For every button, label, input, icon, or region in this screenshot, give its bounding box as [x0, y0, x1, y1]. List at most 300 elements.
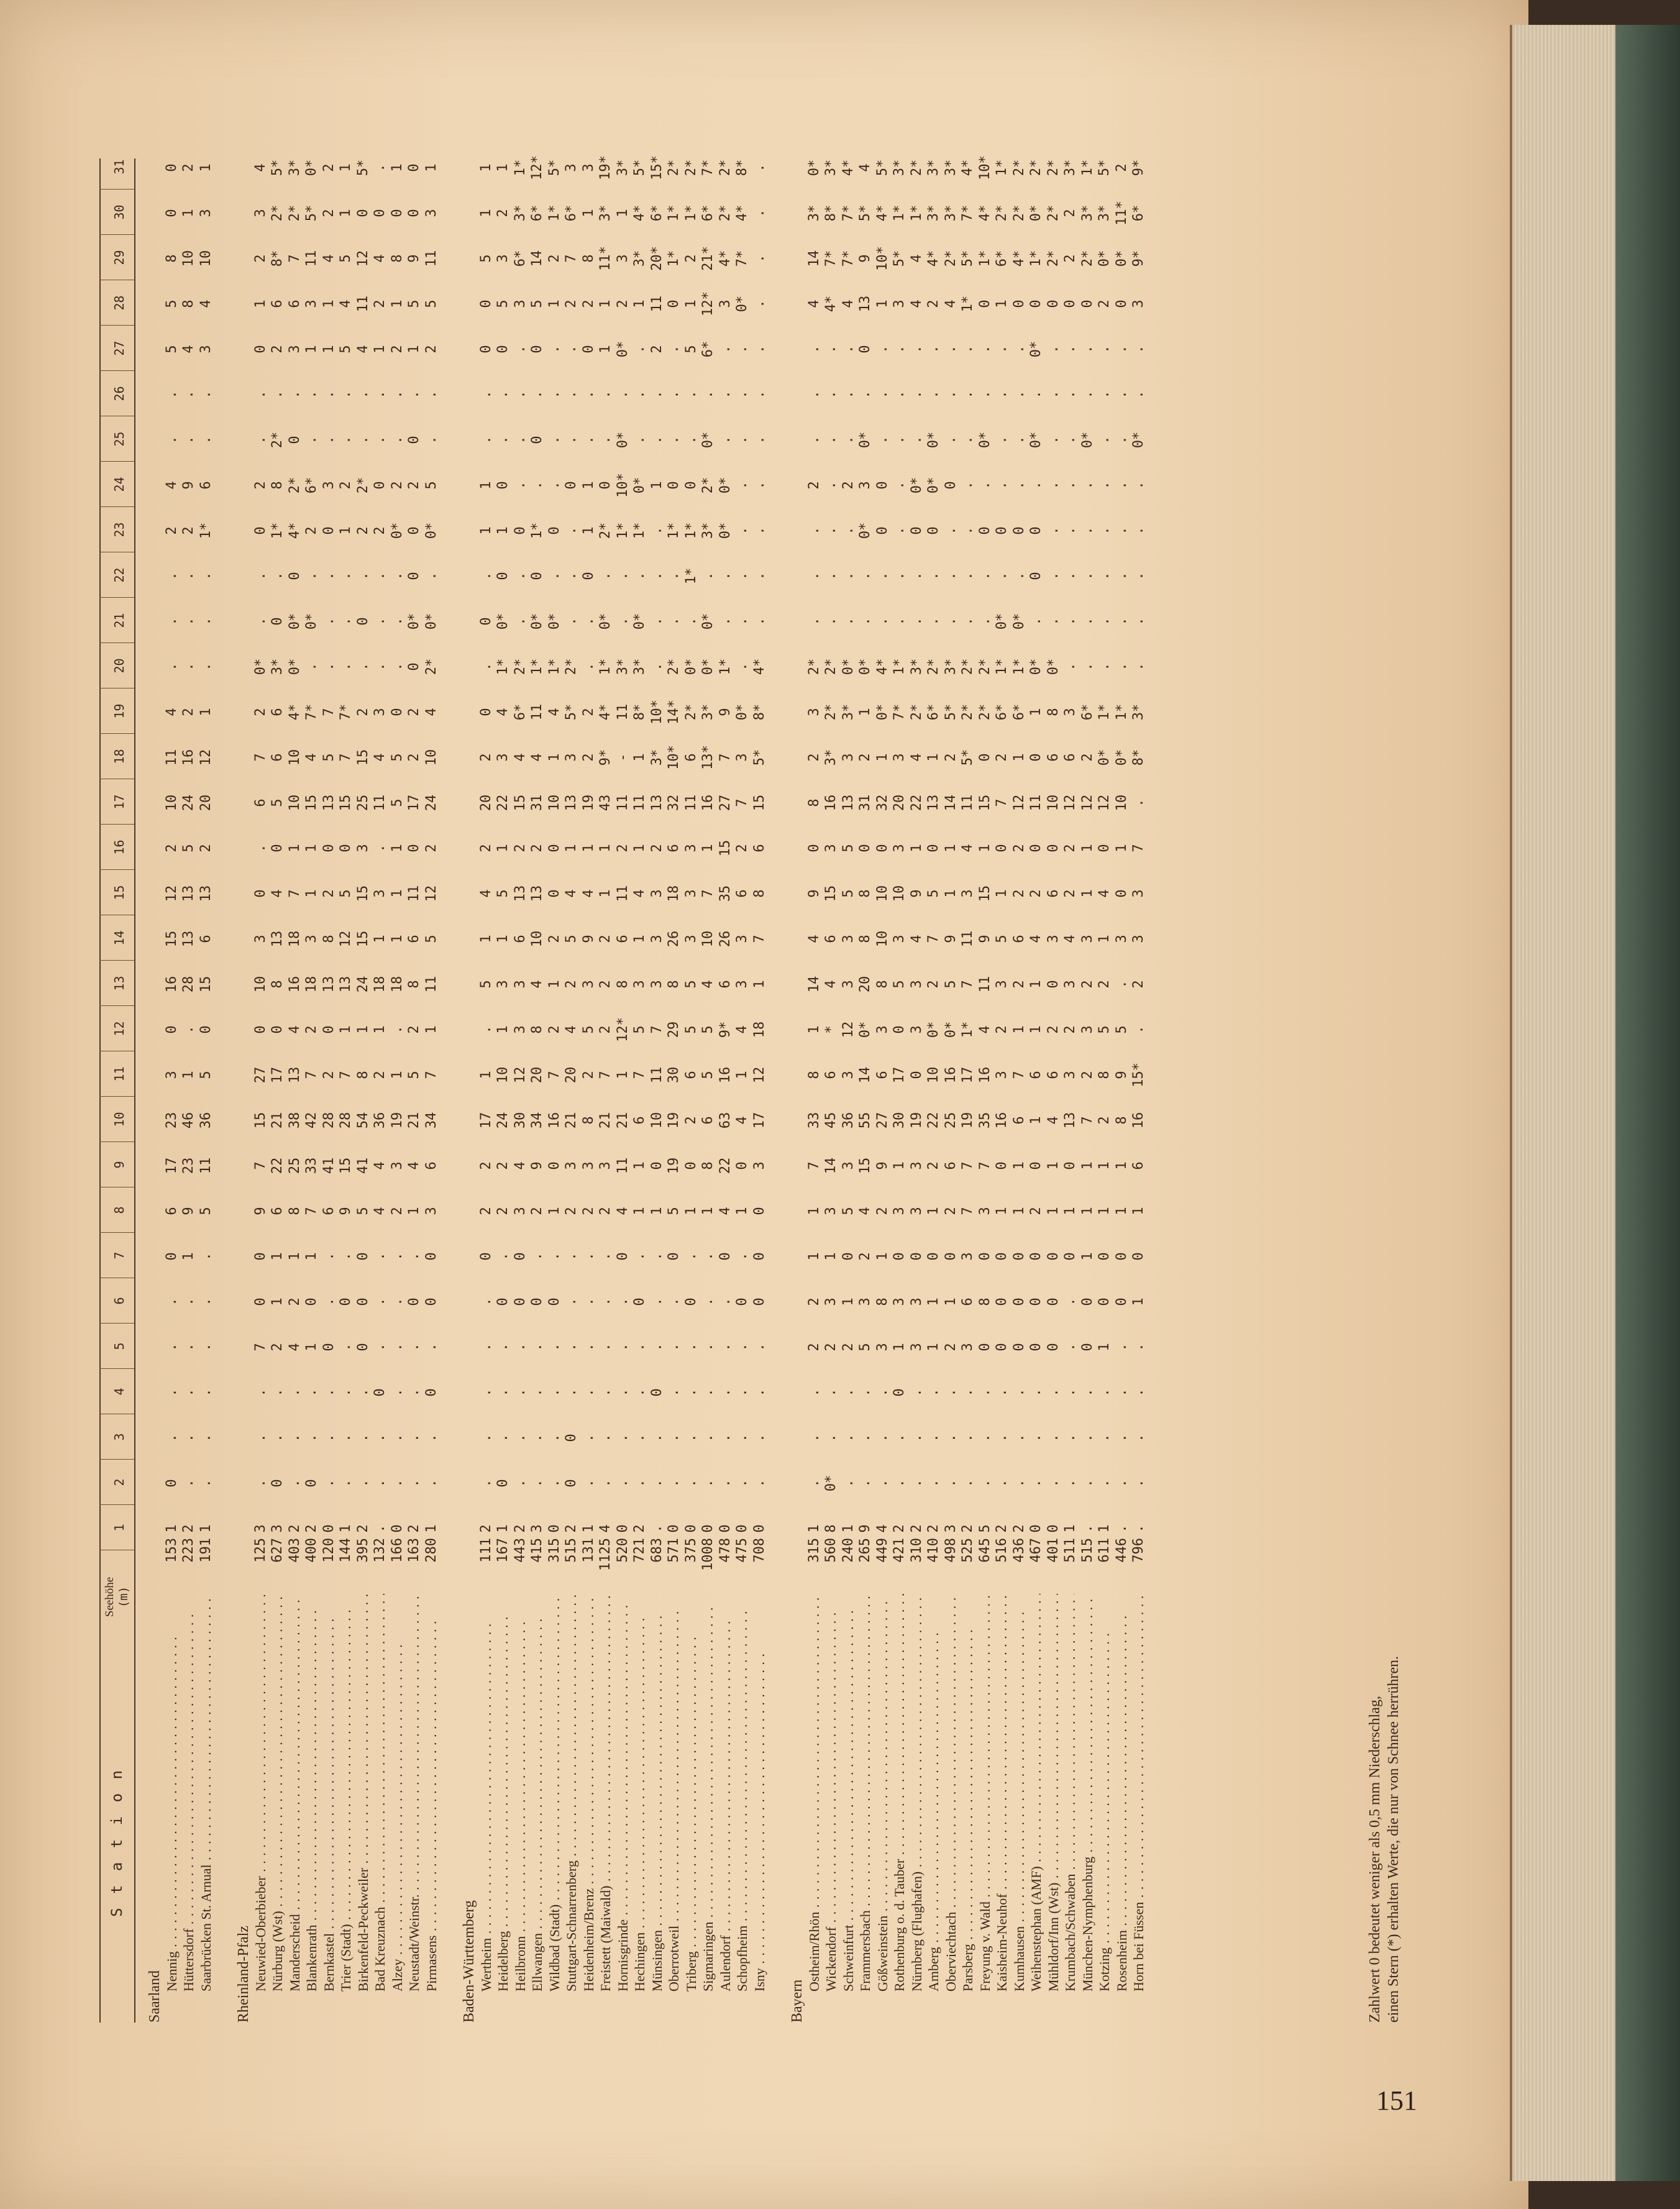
precip-value: 5: [857, 1343, 873, 1351]
precip-value: 10: [286, 749, 303, 766]
precip-value: 13*: [700, 745, 716, 770]
precip-value: 0*: [943, 1021, 959, 1038]
precip-value: 2: [1011, 889, 1027, 898]
precip-value: .: [372, 163, 388, 172]
precip-value: 3: [198, 345, 214, 354]
precip-value: 6: [1062, 753, 1078, 762]
precip-value: 0*: [1097, 749, 1112, 766]
column-divider: [99, 1005, 134, 1006]
precip-value: 12: [840, 1021, 856, 1038]
precip-value: .: [751, 617, 767, 626]
precip-value: 2*: [960, 703, 975, 721]
precip-value: 5*: [632, 159, 647, 176]
precip-value: 3: [423, 209, 439, 217]
precip-value: 3: [994, 1071, 1010, 1079]
precip-value: .: [892, 436, 907, 444]
precip-value: .: [478, 1434, 494, 1442]
precip-value: 4: [943, 300, 959, 308]
station-name: Horn bei Füssen . . .: [1131, 1594, 1147, 1992]
precip-value: 0: [321, 1025, 337, 1034]
precip-value: 9: [717, 708, 733, 716]
precip-value: 2: [478, 1161, 494, 1170]
precip-value: .: [700, 390, 716, 399]
precip-value: 1: [598, 300, 613, 308]
precip-value: 1: [198, 1524, 214, 1533]
station-elevation: 796: [1131, 1538, 1146, 1563]
precip-value: 1: [840, 1297, 856, 1306]
day-header-14: 14: [112, 930, 127, 946]
precip-value: 2: [840, 481, 856, 490]
precip-value: 11: [960, 930, 975, 948]
precip-value: .: [734, 345, 750, 354]
precip-value: -: [614, 753, 631, 762]
precip-value: 0*: [717, 477, 733, 494]
station-elevation: 721: [632, 1538, 647, 1563]
elevation-unit: (m): [117, 1586, 130, 1608]
day-header-9: 9: [112, 1161, 127, 1169]
precip-value: .: [943, 436, 959, 444]
precip-value: .: [338, 1388, 354, 1397]
precip-value: .: [546, 1343, 562, 1351]
precip-value: .: [874, 390, 890, 399]
station-elevation: 1008: [700, 1538, 716, 1571]
precip-value: 0: [355, 1252, 371, 1261]
precip-value: 2: [338, 481, 354, 490]
precip-value: 3: [614, 254, 631, 263]
precip-value: 1*: [717, 658, 733, 675]
precip-value: .: [1062, 1434, 1078, 1442]
station-elevation: 511: [1062, 1538, 1078, 1563]
precip-value: 4: [478, 889, 494, 898]
precip-value: .: [372, 662, 388, 671]
precip-value: 24: [495, 1112, 511, 1129]
precip-value: 16: [943, 1066, 959, 1084]
precip-value: 0: [734, 1161, 750, 1170]
precip-value: 2*: [564, 658, 579, 675]
precip-value: .: [529, 1388, 545, 1397]
precip-value: .: [840, 1434, 856, 1442]
precip-value: 3*: [926, 204, 941, 222]
precip-value: 12: [1011, 794, 1027, 812]
precip-value: 5: [632, 1025, 647, 1034]
station-name: Wildbad (Stadt) . . .: [547, 1594, 563, 1992]
station-elevation: 1125: [598, 1538, 613, 1571]
precip-value: 4: [734, 1025, 750, 1034]
day-header-26: 26: [112, 386, 127, 401]
day-header-1: 1: [112, 1524, 127, 1532]
precip-value: .: [857, 390, 873, 399]
precip-value: 0: [512, 1252, 528, 1261]
precip-value: 0: [1028, 1297, 1044, 1306]
precip-value: 5: [478, 254, 494, 263]
precip-value: .: [614, 572, 631, 580]
precip-value: .: [181, 1343, 196, 1351]
precip-value: .: [960, 345, 975, 354]
precip-value: 3: [632, 980, 647, 989]
precip-value: 0: [372, 1388, 388, 1397]
precip-value: 2: [649, 345, 665, 354]
precip-value: .: [977, 345, 993, 354]
precip-value: 0: [478, 1252, 494, 1261]
precip-value: 2: [994, 1025, 1010, 1034]
precip-value: .: [321, 572, 337, 580]
precip-value: 3: [512, 1207, 528, 1215]
precip-value: 2*: [717, 204, 733, 222]
precip-value: 0: [1028, 844, 1044, 853]
precip-value: 3: [892, 844, 907, 853]
precip-value: 18: [389, 976, 405, 993]
precip-value: .: [700, 1252, 716, 1261]
precip-value: .: [1113, 390, 1130, 399]
precip-value: 12: [355, 250, 371, 267]
precip-value: 4: [321, 254, 337, 263]
precip-value: .: [546, 1388, 562, 1397]
precip-value: 4: [614, 1207, 631, 1215]
precip-value: .: [1028, 617, 1044, 626]
precip-value: 1: [598, 345, 613, 354]
precip-value: 0: [751, 1207, 767, 1215]
precip-value: 7*: [823, 250, 839, 267]
precip-value: 0*: [614, 341, 631, 358]
precip-value: 2: [1079, 980, 1095, 989]
precip-value: .: [198, 436, 214, 444]
precip-value: 13: [338, 976, 354, 993]
precip-value: 3*: [1097, 204, 1112, 222]
precip-value: .: [806, 1434, 822, 1442]
precip-value: .: [683, 1479, 699, 1488]
table-row: [198, 158, 213, 2023]
precip-value: .: [683, 617, 699, 626]
precip-value: 1: [1113, 1207, 1130, 1215]
precip-value: 9*: [598, 749, 613, 766]
precip-value: 0*: [683, 658, 699, 675]
precip-value: 2*: [823, 703, 839, 721]
precip-value: 4: [598, 1524, 613, 1533]
precip-value: 0: [1062, 1252, 1078, 1261]
station-name: Neustadt/Weinstr. . . .: [406, 1594, 422, 1992]
precip-value: .: [840, 572, 856, 580]
precip-value: .: [926, 617, 941, 626]
table-row: [649, 155, 665, 2023]
precip-value: 10: [546, 794, 562, 812]
precip-value: 3: [734, 980, 750, 989]
precip-value: 0: [163, 1252, 180, 1261]
precip-value: .: [926, 345, 941, 354]
precip-value: 1: [198, 163, 214, 172]
precip-value: 6: [270, 708, 285, 716]
precip-value: 2*: [286, 477, 303, 494]
precip-value: .: [304, 436, 319, 444]
day-header-29: 29: [112, 250, 127, 265]
precip-value: .: [1011, 390, 1027, 399]
precip-value: 2: [564, 300, 579, 308]
precip-value: 11: [977, 976, 993, 993]
precip-value: 2: [1028, 889, 1044, 898]
precip-value: 0*: [1097, 250, 1112, 267]
precip-value: .: [840, 345, 856, 354]
precip-value: 3*: [614, 159, 631, 176]
precip-value: 17: [751, 1112, 767, 1129]
precip-value: .: [1079, 617, 1095, 626]
precip-value: .: [321, 1297, 337, 1306]
precip-value: 4: [529, 753, 545, 762]
precip-value: 3: [857, 1297, 873, 1306]
precip-value: 5: [683, 980, 699, 989]
precip-value: 0: [355, 617, 371, 626]
precip-value: 15: [338, 1157, 354, 1174]
precip-value: 0: [717, 1252, 733, 1261]
precip-value: .: [908, 1434, 924, 1442]
precip-value: 5*: [960, 749, 975, 766]
precip-value: 3: [1113, 935, 1130, 943]
precip-value: 16: [994, 1112, 1010, 1129]
precip-value: 14: [529, 250, 545, 267]
precip-value: 2: [857, 753, 873, 762]
precip-value: 1: [270, 1297, 285, 1306]
precip-value: .: [546, 481, 562, 490]
precip-value: 4: [857, 163, 873, 172]
precip-value: 3: [389, 1161, 405, 1170]
precip-value: 7: [960, 1207, 975, 1215]
precip-value: 1: [478, 526, 494, 535]
precip-value: 3: [977, 1207, 993, 1215]
precip-value: .: [1028, 1479, 1044, 1488]
precip-value: 4: [977, 1025, 993, 1034]
precip-value: 1*: [683, 522, 699, 539]
precip-value: 5: [994, 935, 1010, 943]
precip-value: 0: [580, 572, 596, 580]
precip-value: 0: [270, 1479, 285, 1488]
precip-value: .: [406, 1479, 422, 1488]
table-row: [181, 158, 196, 2023]
precip-value: 2: [598, 935, 613, 943]
precip-value: .: [163, 436, 180, 444]
precip-value: 25: [355, 794, 371, 812]
precip-value: .: [700, 572, 716, 580]
precip-value: 3: [840, 753, 856, 762]
precip-value: 5*: [1097, 159, 1112, 176]
precip-value: .: [1062, 1479, 1078, 1488]
precip-value: 2*: [960, 658, 975, 675]
precip-value: 0: [198, 1025, 214, 1034]
precip-value: 2: [683, 254, 699, 263]
precip-value: 2: [478, 1207, 494, 1215]
precip-value: 3: [495, 254, 511, 263]
precip-value: 6: [717, 980, 733, 989]
station-elevation: 144: [338, 1538, 354, 1563]
precip-value: 5: [495, 889, 511, 898]
precip-value: 13: [564, 794, 579, 812]
precip-value: .: [994, 390, 1010, 399]
precip-value: 3: [908, 1343, 924, 1351]
precip-value: .: [717, 1479, 733, 1488]
precip-value: .: [181, 662, 196, 671]
precip-value: .: [823, 1434, 839, 1442]
precip-value: 2: [1062, 889, 1078, 898]
precip-value: 13: [512, 885, 528, 902]
precip-value: .: [580, 617, 596, 626]
precip-value: 3: [529, 1524, 545, 1533]
station-name: Stuttgart-Schnarrenberg . . .: [564, 1594, 580, 1992]
precip-value: .: [666, 1434, 682, 1442]
precip-value: 16: [700, 794, 716, 812]
precip-value: 2: [806, 481, 822, 490]
precip-value: .: [564, 1297, 579, 1306]
precip-value: .: [1131, 481, 1146, 490]
precip-value: .: [389, 1252, 405, 1261]
precip-value: 1: [181, 209, 196, 217]
precip-value: 8*: [751, 703, 767, 721]
precip-value: 1: [649, 481, 665, 490]
precip-value: 33: [304, 1157, 319, 1174]
precip-value: .: [717, 345, 733, 354]
precip-value: 17: [270, 1066, 285, 1084]
precip-value: 2: [580, 753, 596, 762]
precip-value: 7*: [338, 703, 354, 721]
station-name: Manderscheid . . .: [287, 1594, 303, 1992]
precip-value: 1: [857, 708, 873, 716]
precip-value: 0: [734, 1524, 750, 1533]
precip-value: 0: [1045, 980, 1061, 989]
precip-value: 9: [857, 254, 873, 263]
precip-value: 0: [1062, 300, 1078, 308]
precip-value: 9: [857, 1524, 873, 1533]
precip-value: 3: [734, 753, 750, 762]
station-name: Hechingen . . .: [632, 1594, 648, 1992]
precip-value: 0: [926, 844, 941, 853]
precip-value: .: [580, 390, 596, 399]
precip-value: .: [751, 1479, 767, 1488]
station-header: S t a t i o n: [108, 1768, 126, 1917]
precip-value: .: [649, 390, 665, 399]
precip-value: .: [751, 436, 767, 444]
precip-value: .: [355, 572, 371, 580]
precip-value: .: [751, 1388, 767, 1397]
precip-value: 4*: [598, 703, 613, 721]
precip-value: 0: [683, 1297, 699, 1306]
precip-value: .: [960, 617, 975, 626]
precip-value: 2: [1062, 1025, 1078, 1034]
precip-value: .: [717, 436, 733, 444]
precip-value: 0: [355, 1343, 371, 1351]
precip-value: .: [355, 390, 371, 399]
precip-value: 4: [564, 1025, 579, 1034]
precip-value: .: [198, 1434, 214, 1442]
precip-value: 15: [355, 930, 371, 948]
precip-value: 0: [406, 572, 422, 580]
precip-value: 5: [338, 889, 354, 898]
station-name: Kotzing . . .: [1097, 1594, 1113, 1992]
precip-value: 1: [943, 844, 959, 853]
precip-value: 3*: [700, 703, 716, 721]
precip-value: 1: [700, 1207, 716, 1215]
precip-value: 1: [338, 1524, 354, 1533]
precip-value: .: [960, 1479, 975, 1488]
precip-value: 4: [1045, 1116, 1061, 1125]
precip-value: 0: [512, 1297, 528, 1306]
precip-value: 0: [1131, 1252, 1146, 1261]
precip-value: 0*: [614, 431, 631, 449]
station-name: Triberg . . .: [683, 1594, 700, 1992]
table-row: [632, 158, 647, 2023]
precip-value: 1: [683, 1207, 699, 1215]
precip-value: 1: [1045, 1161, 1061, 1170]
column-divider: [99, 824, 134, 825]
precip-value: 3: [751, 1161, 767, 1170]
precip-value: 2: [406, 481, 422, 490]
precip-value: 4: [1062, 935, 1078, 943]
precip-value: 24: [181, 794, 196, 812]
precip-value: 2: [598, 980, 613, 989]
precip-value: 0: [163, 163, 180, 172]
precip-value: 2: [649, 844, 665, 853]
table-row: [564, 158, 578, 2023]
precip-value: 2: [926, 1161, 941, 1170]
precip-value: .: [1131, 798, 1146, 807]
precip-value: 4: [823, 980, 839, 989]
precip-value: 24: [423, 794, 439, 812]
precip-value: 22: [270, 1157, 285, 1174]
precip-value: .: [734, 662, 750, 671]
table-row: [666, 158, 681, 2023]
precip-value: 2*: [977, 658, 993, 675]
precip-value: 0: [406, 662, 422, 671]
precip-value: .: [181, 436, 196, 444]
precip-value: 6*: [529, 204, 545, 222]
precip-value: 3*: [908, 658, 924, 675]
precip-value: .: [632, 572, 647, 580]
precip-value: 8*: [734, 159, 750, 176]
precip-value: 13: [321, 976, 337, 993]
station-elevation: 401: [1045, 1538, 1061, 1563]
precip-value: .: [198, 572, 214, 580]
precip-value: 4: [355, 345, 371, 354]
precip-value: 1: [840, 1524, 856, 1533]
precip-value: .: [908, 572, 924, 580]
precip-value: .: [943, 526, 959, 535]
precip-value: 0: [406, 436, 422, 444]
precip-value: .: [994, 1479, 1010, 1488]
precip-value: 54: [355, 1112, 371, 1129]
precip-value: 18: [751, 1021, 767, 1038]
header-bottom-rule: [134, 158, 135, 2023]
station-elevation: 375: [683, 1538, 699, 1563]
precip-value: 6*: [700, 204, 716, 222]
table-row: [406, 158, 421, 2023]
precip-value: 5*: [751, 749, 767, 766]
precip-value: 2: [286, 1524, 303, 1533]
precip-value: 1: [423, 1524, 439, 1533]
precip-value: 0*: [304, 613, 319, 630]
precip-value: .: [181, 1479, 196, 1488]
precip-value: 2: [994, 1524, 1010, 1533]
precip-value: .: [546, 1252, 562, 1261]
precip-value: 13: [270, 930, 285, 948]
precip-value: 0: [546, 526, 562, 535]
station-elevation: 525: [960, 1538, 975, 1563]
precip-value: .: [908, 390, 924, 399]
precip-value: 5*: [874, 159, 890, 176]
precip-value: 0: [892, 1025, 907, 1034]
precip-value: 2: [406, 1025, 422, 1034]
precip-value: 2: [546, 254, 562, 263]
precip-value: 15*: [649, 155, 665, 180]
precip-value: 3: [908, 1297, 924, 1306]
precip-value: 1: [338, 526, 354, 535]
precip-value: 0: [252, 889, 268, 898]
precip-value: 20: [529, 1066, 545, 1084]
precip-value: .: [926, 1434, 941, 1442]
